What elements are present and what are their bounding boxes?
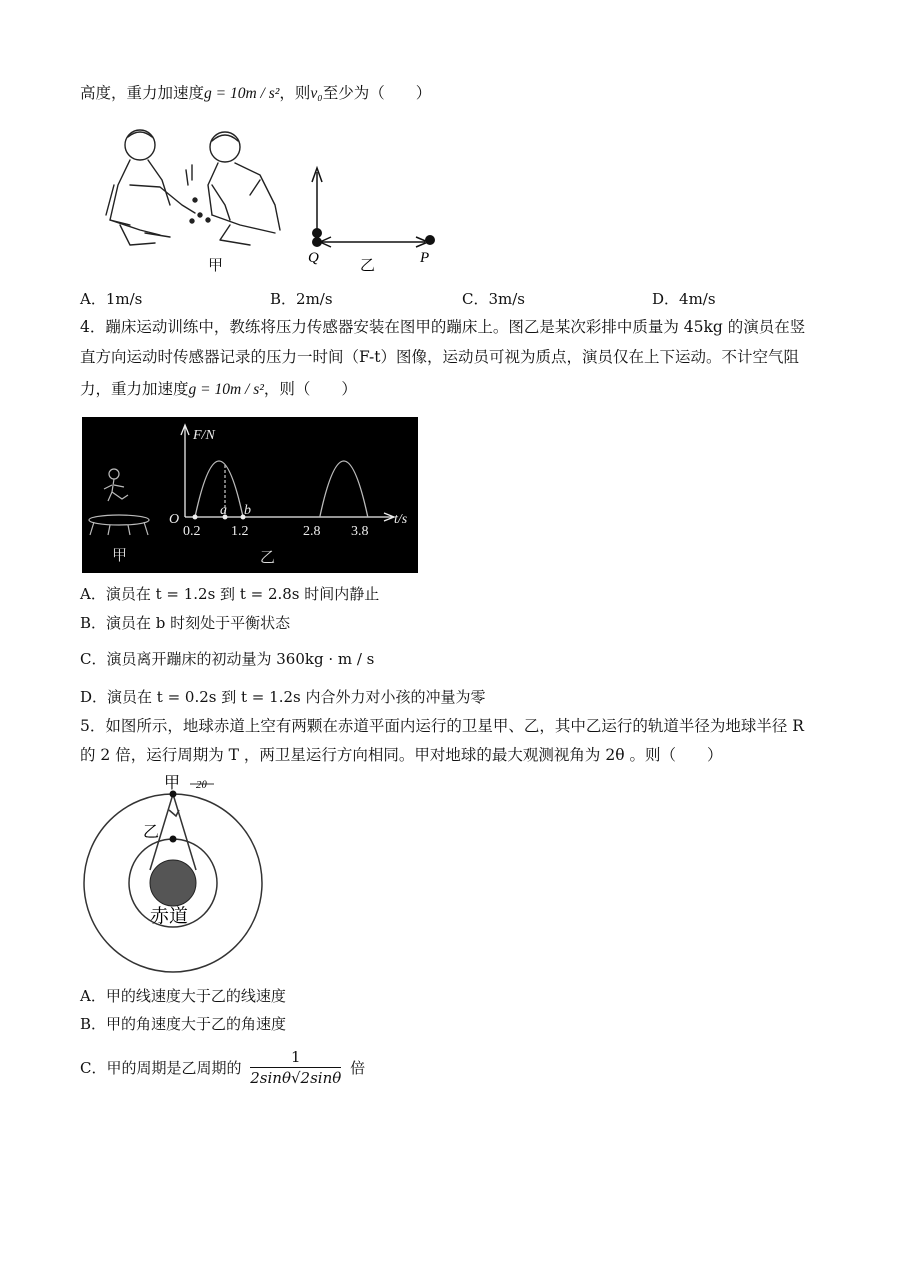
tick-dot-0-2 [193,515,198,520]
tick-label-0-2: 0.2 [183,524,201,539]
point-q [312,237,322,247]
q5-option-c[interactable]: C．甲的周期是乙周期的 $\frac{1}{2\sin\theta√2\sin\theta}$ 倍 [80,1048,366,1087]
point-q-upper [312,228,322,238]
tick-label-2-8: 2.8 [303,524,321,539]
label-q: Q [308,250,319,266]
y-axis-label: F/N [193,428,215,443]
q3-figure-children [100,125,300,280]
tick-label-1-2: 1.2 [231,524,249,539]
q5-orbit-figure [80,770,270,975]
point-b-label: b [244,503,251,518]
q4-option-d[interactable]: D．演员在 t = 0.2s 到 t = 1.2s 内合外力对小孩的冲量为零 [80,688,486,706]
tick-label-3-8: 3.8 [351,524,369,539]
label-equator: 赤道 [150,906,189,927]
fraction [250,1048,341,1087]
q3-option-b[interactable]: B．2m/s [270,290,333,308]
q3-figure-vectors [300,160,450,275]
q4-line-1: 4．蹦床运动训练中，教练将压力传感器安装在图甲的蹦床上。图乙是某次彩排中质量为 45kg 的演员在竖 [80,318,806,336]
q4-option-c[interactable]: C．演员离开蹦床的初动量为 360kg · m / s [80,650,375,668]
q3-option-d[interactable]: D．4m/s [652,290,716,308]
q4-caption-left: 甲 [112,548,128,564]
satellite-yi [170,836,177,843]
q4-force-time-graph [82,417,418,573]
q3-stem: 高度，重力加速度g = 10m / s²，则v₀至少为（ ） [80,84,432,102]
point-p [425,235,435,245]
label-angle: 2θ [196,779,207,791]
label-p: P [420,250,430,266]
label-yi: 乙 [143,824,160,841]
earth [150,860,196,906]
q4-option-b[interactable]: B．演员在 b 时刻处于平衡状态 [80,614,291,632]
q5-option-b[interactable]: B．甲的角速度大于乙的角速度 [80,1015,287,1033]
q4-line-3: 力，重力加速度g = 10m / s²，则（ ） [80,380,357,398]
q5-option-a[interactable]: A．甲的线速度大于乙的线速度 [80,987,286,1005]
label-jia: 甲 [164,775,181,792]
q3-option-c[interactable]: C．3m/s [462,290,525,308]
fraction-numerator: 1 [250,1048,341,1068]
fraction-denominator: 2sinθ√2sinθ [250,1069,342,1087]
origin-label: O [169,512,180,527]
q5-line-1: 5．如图所示，地球赤道上空有两颗在赤道平面内运行的卫星甲、乙，其中乙运行的轨道半径为地球半径 R [80,717,804,735]
q3-option-a[interactable]: A．1m/s [80,290,143,308]
q4-option-a[interactable]: A．演员在 t = 1.2s 到 t = 2.8s 时间内静止 [80,585,380,603]
q3-caption-right: 乙 [360,258,376,274]
q5-line-2: 的 2 倍，运行周期为 T ，两卫星运行方向相同。甲对地球的最大观测视角为 2θ 。则（ ） [80,746,723,764]
q4-caption-right: 乙 [260,550,276,566]
x-axis-label: t/s [394,512,408,527]
point-a-label: a [220,503,227,518]
q3-caption-left: 甲 [208,258,224,274]
q4-line-2: 直方向运动时传感器记录的压力一时间（F-t）图像，运动员可视为质点，演员仅在上下运动。不计空气阻 [80,348,800,366]
